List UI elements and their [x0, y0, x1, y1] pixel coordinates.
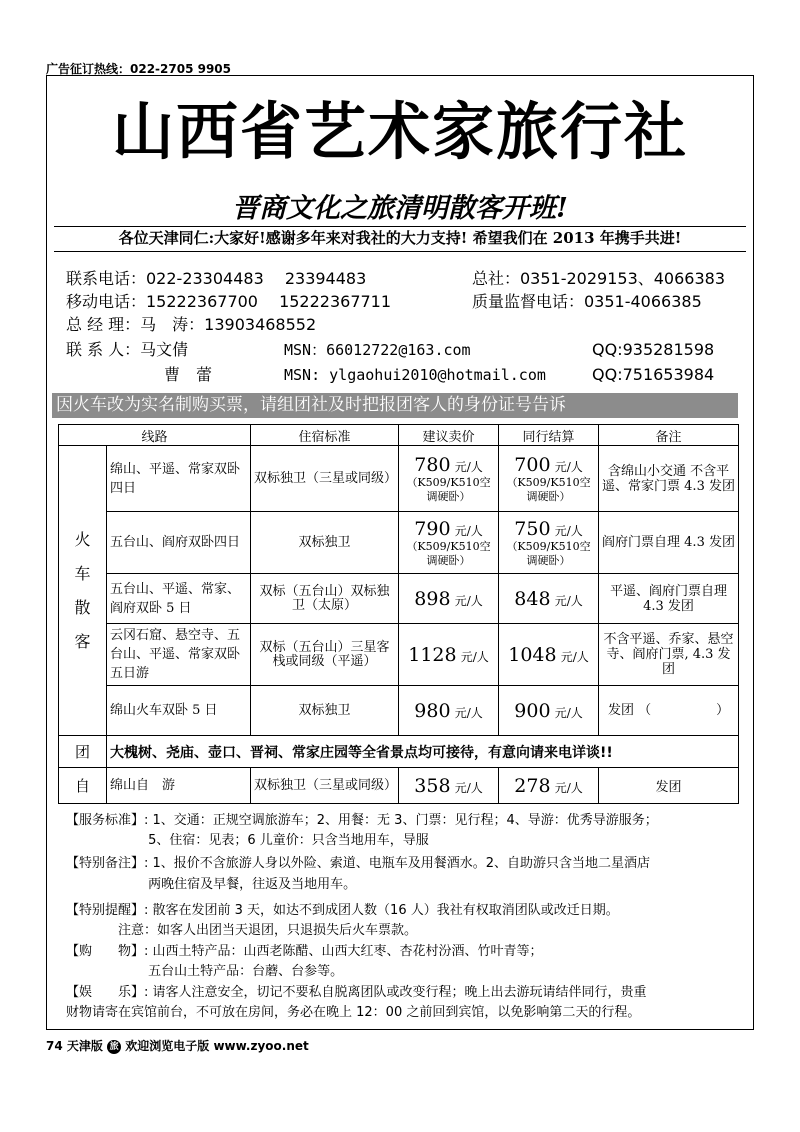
id-notice-banner: 因火车改为实名制购买票，请组团社及时把报团客人的身份证号告诉 [52, 393, 738, 418]
contact-phone: 联系电话：022-23304483 23394483 [66, 269, 367, 288]
price-cell: 980 元/人 [399, 686, 499, 736]
promo-subtitle: 晋商文化之旅清明散客开班! [232, 193, 568, 224]
contact-person-2-msn: MSN: ylgaohui2010@hotmail.com [284, 366, 546, 384]
lodging-cell: 双标（五台山）三星客栈或同级（平遥） [251, 624, 399, 686]
remark-cell: 阎府门票自理 4.3 发团 [599, 512, 739, 574]
service-line: 财物请寄在宾馆前台，不可放在房间，务必在晚上 12：00 之前回到宾馆，以免影响第二天的行程。 [66, 1005, 641, 1020]
peer-cell: 700 元/人 （K509/K510空调硬卧） [499, 446, 599, 512]
price-cell: 1128 元/人 [399, 624, 499, 686]
service-line: 【娱 乐】: 请客人注意安全，切记不要私自脱离团队或改变行程；晚上出去游玩请结伴同行，贵重 [66, 985, 647, 1000]
header-peer: 同行结算 [499, 425, 599, 446]
self-category-label: 自 [59, 768, 107, 804]
peer-cell: 1048 元/人 [499, 624, 599, 686]
greeting-line: 各位天津同仁:大家好!感谢多年来对我社的大力支持! 希望我们在 2013 年携手共进! [54, 226, 746, 252]
contact-person-2-qq: QQ:751653984 [592, 365, 715, 384]
route-cell: 绵山自 游 [107, 768, 251, 804]
price-cell: 358 元/人 [399, 768, 499, 804]
contact-quality: 质量监督电话：0351-4066385 [472, 292, 702, 311]
header-remark: 备注 [599, 425, 739, 446]
route-cell: 五台山、平遥、常家、阎府双卧 5 日 [107, 574, 251, 624]
contact-person-1-msn: MSN：66012722@163.com [284, 341, 471, 359]
lodging-cell: 双标独卫 [251, 686, 399, 736]
service-line: 注意：如客人出团当天退团，只退损失后火车票款。 [66, 923, 418, 938]
peer-cell: 848 元/人 [499, 574, 599, 624]
self-tour-row [59, 768, 739, 804]
footer-link-text[interactable]: 欢迎浏览电子版 www.zyoo.net [125, 1039, 309, 1053]
remark-cell: 不含平遥、乔家、悬空寺、阎府门票, 4.3 发团 [599, 624, 739, 686]
remark-cell: 平遥、阎府门票自理 4.3 发团 [599, 574, 739, 624]
contact-mobile: 移动电话：15222367700 15222367711 [66, 292, 392, 311]
table-row [59, 574, 739, 624]
lodging-cell: 双标独卫（三星或同级） [251, 768, 399, 804]
table-header-row [59, 425, 739, 446]
remark-cell: 发团 [599, 768, 739, 804]
service-line: 五台山土特产品：台蘑、台参等。 [66, 964, 344, 979]
service-line: 5、住宿：见表；6 儿童价：只含当地用车，导服 [66, 833, 429, 848]
route-cell: 云冈石窟、悬空寺、五台山、平遥、常家双卧五日游 [107, 624, 251, 686]
service-line: 两晚住宿及早餐，往返及当地用车。 [66, 877, 357, 892]
service-line: 【购 物】: 山西土特产品：山西老陈醋、山西大红枣、杏花村汾酒、竹叶青等； [66, 944, 543, 959]
header-lodging: 住宿标准 [251, 425, 399, 446]
remark-cell: 含绵山小交通 不含平遥、常家门票 4.3 发团 [599, 446, 739, 512]
price-cell: 780 元/人 （K509/K510空调硬卧） [399, 446, 499, 512]
contact-person-2: 曹 蕾 [164, 365, 213, 384]
service-line: 【特别备注】: 1、报价不含旅游人身以外险、索道、电瓶车及用餐酒水。2、自助游只含当地二星酒店 [66, 856, 651, 871]
header-route: 线路 [59, 425, 251, 446]
lodging-cell: 双标独卫（三星或同级） [251, 446, 399, 512]
lodging-cell: 双标独卫 [251, 512, 399, 574]
train-category-label: 火 车 散 客 [59, 446, 107, 736]
service-line: 【特别提醒】: 散客在发团前 3 天，如达不到成团人数（16 人）我社有权取消团队或改迁日期。 [66, 903, 619, 918]
tour-price-table [58, 424, 739, 804]
peer-cell: 900 元/人 [499, 686, 599, 736]
table-row [59, 512, 739, 574]
lodging-cell: 双标（五台山）双标独卫（太原） [251, 574, 399, 624]
table-row [59, 624, 739, 686]
service-line: 【服务标准】: 1、交通：正规空调旅游车；2、用餐：无 3、门票：见行程；4、导游：优秀导游服务； [66, 813, 658, 828]
contact-manager: 总 经 理：马 涛：13903468552 [66, 315, 317, 334]
page-footer [46, 1037, 309, 1054]
contact-person-1-qq: QQ:935281598 [592, 340, 715, 359]
contact-person-1: 联 系 人：马文倩 [66, 340, 189, 359]
group-tour-row [59, 736, 739, 768]
ad-hotline: 广告征订热线：022-2705 9905 [46, 62, 232, 76]
group-category-label: 团 [59, 736, 107, 768]
price-cell: 790 元/人 （K509/K510空调硬卧） [399, 512, 499, 574]
page-number: 74 天津版 [46, 1039, 103, 1053]
header-price: 建议卖价 [399, 425, 499, 446]
table-row [59, 446, 739, 512]
price-cell: 898 元/人 [399, 574, 499, 624]
route-cell: 五台山、阎府双卧四日 [107, 512, 251, 574]
contact-hq: 总社：0351-2029153、4066383 [472, 269, 726, 288]
table-row [59, 686, 739, 736]
agency-title: 山西省艺术家旅行社 [111, 95, 688, 168]
peer-cell: 278 元/人 [499, 768, 599, 804]
agency-logo-icon: 旅 [107, 1040, 121, 1054]
route-cell: 绵山、平遥、常家双卧四日 [107, 446, 251, 512]
group-tour-text: 大槐树、尧庙、壶口、晋祠、常家庄园等全省景点均可接待，有意向请来电详谈!! [107, 736, 739, 768]
remark-cell: 发团 （ ） [599, 686, 739, 736]
peer-cell: 750 元/人 （K509/K510空调硬卧） [499, 512, 599, 574]
route-cell: 绵山火车双卧 5 日 [107, 686, 251, 736]
